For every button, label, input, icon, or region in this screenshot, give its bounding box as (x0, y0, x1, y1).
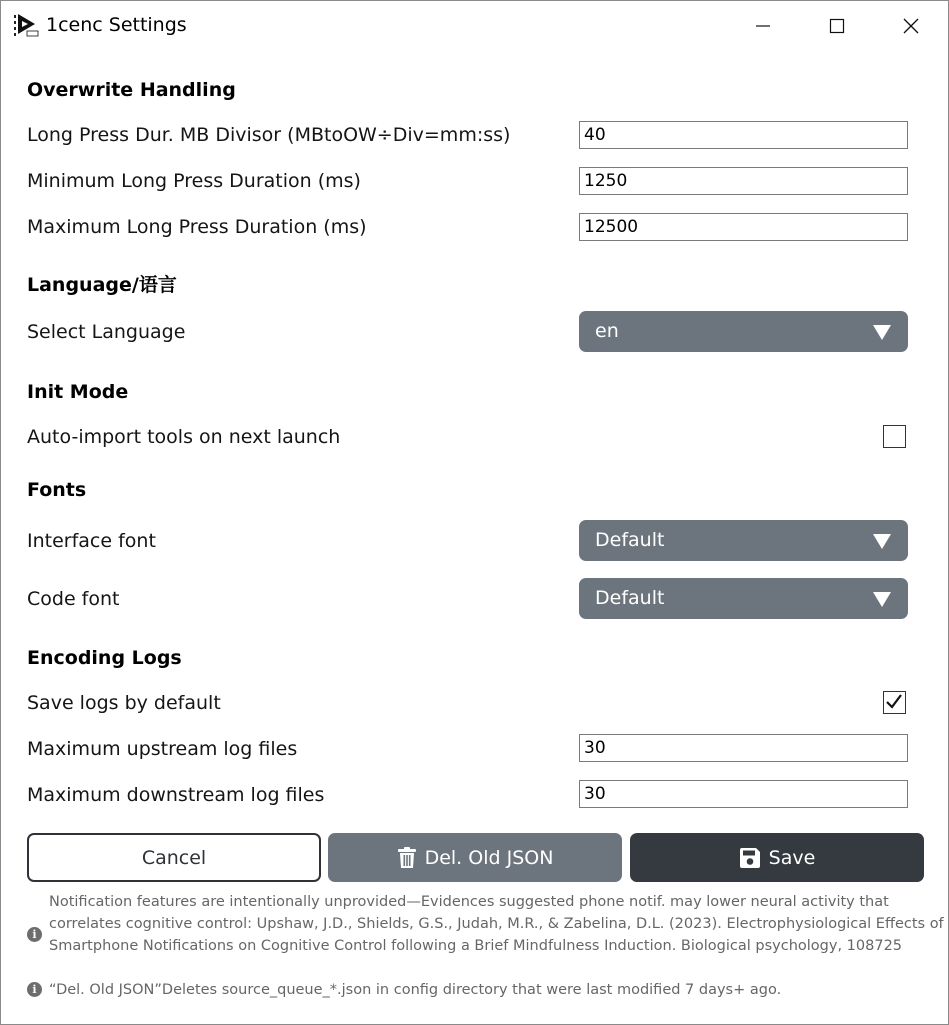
interface-font-value: Default (595, 529, 665, 551)
downstream-logs-input[interactable]: 30 (579, 780, 908, 808)
select-language-label: Select Language (27, 321, 186, 343)
auto-import-checkbox[interactable] (883, 425, 906, 448)
close-icon (902, 17, 920, 35)
auto-import-label: Auto-import tools on next launch (27, 426, 341, 448)
dropdown-arrow-icon (873, 592, 891, 607)
language-heading: Language/语言 (27, 274, 177, 296)
info-icon: i (27, 982, 42, 997)
max-duration-label: Maximum Long Press Duration (ms) (27, 216, 367, 238)
delete-button-label: Del. Old JSON (424, 846, 554, 869)
title-bar[interactable] (1, 1, 948, 51)
fonts-heading: Fonts (27, 479, 87, 501)
save-button-label: Save (768, 846, 816, 869)
save-logs-label: Save logs by default (27, 692, 221, 714)
maximize-button[interactable] (800, 1, 874, 51)
divisor-label: Long Press Dur. MB Divisor (MBtoOW÷Div=mm:ss) (27, 124, 511, 146)
code-font-value: Default (595, 587, 665, 609)
encoding-logs-heading: Encoding Logs (27, 647, 182, 669)
info-icon: i (27, 927, 42, 942)
code-font-label: Code font (27, 588, 120, 610)
floppy-disk-icon (739, 847, 761, 869)
minimize-button[interactable] (726, 1, 800, 51)
upstream-logs-input[interactable]: 30 (579, 734, 908, 762)
downstream-logs-label: Maximum downstream log files (27, 784, 325, 806)
cancel-button-label: Cancel (141, 846, 207, 869)
max-duration-input[interactable]: 12500 (579, 213, 908, 241)
upstream-logs-label: Maximum upstream log files (27, 738, 298, 760)
dropdown-arrow-icon (873, 325, 891, 340)
trash-icon (397, 847, 417, 869)
save-button[interactable] (630, 833, 924, 882)
cancel-button[interactable] (27, 833, 321, 882)
maximize-icon (829, 18, 845, 34)
interface-font-label: Interface font (27, 530, 156, 552)
language-dropdown-value: en (595, 320, 619, 342)
close-button[interactable] (874, 1, 948, 51)
init-mode-heading: Init Mode (27, 381, 129, 403)
interface-font-dropdown[interactable] (579, 520, 908, 561)
delete-json-note: “Del. Old JSON”Deletes source_queue_*.json in config directory that were last modified 7 days+ ago. (49, 982, 782, 998)
min-duration-label: Minimum Long Press Duration (ms) (27, 170, 361, 192)
delete-old-json-button[interactable] (328, 833, 622, 882)
dropdown-arrow-icon (873, 534, 891, 549)
save-logs-checkbox[interactable] (883, 691, 906, 714)
window-title: 1cenc Settings (46, 14, 187, 36)
code-font-dropdown[interactable] (579, 578, 908, 619)
minimize-icon (755, 18, 771, 34)
language-dropdown[interactable] (579, 311, 908, 352)
checkmark-icon (884, 692, 904, 712)
notification-note: Notification features are intentionally unprovided—Evidences suggested phone notif. may lower neural activity that correlates cognitive control: Upshaw, J.D., Shields, G.S., Judah, M.R., & Zabelina, D.L. (2023). Electrophysiological Effects of Smartphone Notifications on Cognitive Control following a Brief Mindfulness Induction. Biological psychology, 108725 (49, 894, 944, 954)
min-duration-input[interactable]: 1250 (579, 167, 908, 195)
app-logo-icon (13, 13, 39, 37)
overwrite-heading: Overwrite Handling (27, 79, 236, 101)
divisor-input[interactable]: 40 (579, 121, 908, 149)
